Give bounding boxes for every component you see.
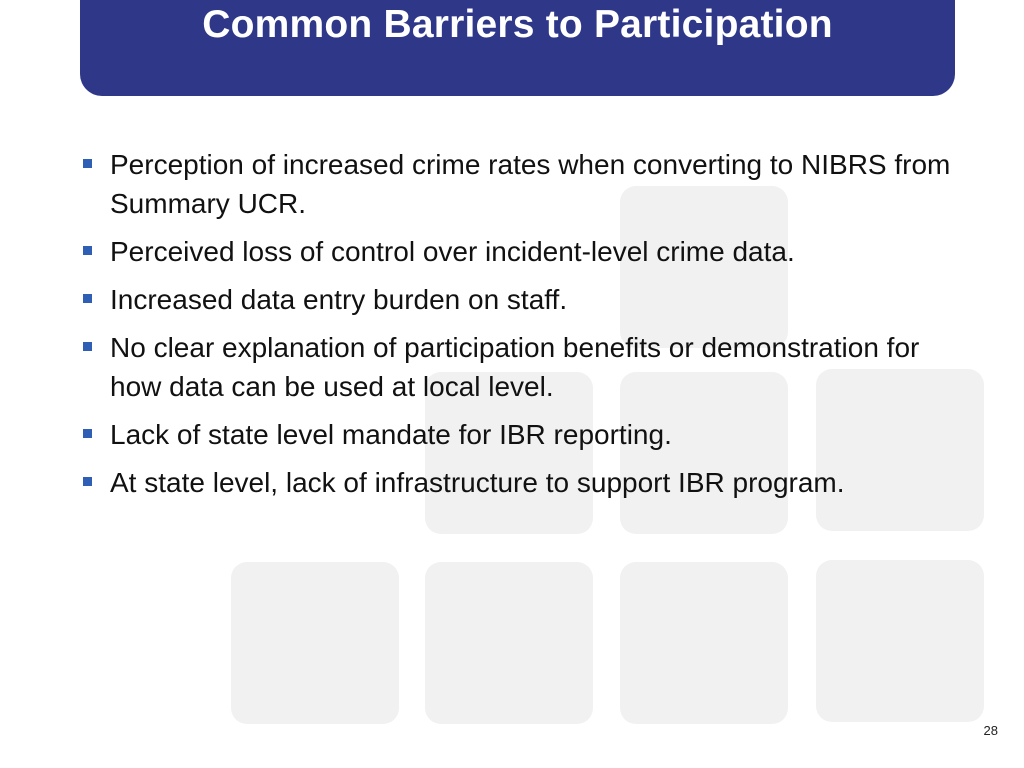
square-bullet-icon — [83, 294, 92, 303]
bullet-text: Perception of increased crime rates when converting to NIBRS from Summary UCR. — [110, 149, 951, 219]
background-tile — [231, 562, 399, 724]
bullet-text: No clear explanation of participation benefits or demonstration for how data can be used at local level. — [110, 332, 920, 402]
bullet-item — [80, 145, 960, 223]
background-tile — [816, 560, 984, 722]
bullet-item — [80, 415, 960, 454]
bullet-item — [80, 232, 960, 271]
bullet-item — [80, 280, 960, 319]
title-banner — [80, 0, 955, 96]
square-bullet-icon — [83, 477, 92, 486]
square-bullet-icon — [83, 342, 92, 351]
page-number: 28 — [983, 723, 998, 738]
bullet-item — [80, 463, 960, 502]
background-tile — [620, 562, 788, 724]
bullet-list — [80, 145, 960, 511]
background-tile — [425, 562, 593, 724]
bullet-text: At state level, lack of infrastructure to support IBR program. — [110, 467, 845, 498]
bullet-item — [80, 328, 960, 406]
bullet-text: Lack of state level mandate for IBR reporting. — [110, 419, 672, 450]
bullet-text: Perceived loss of control over incident-level crime data. — [110, 236, 795, 267]
square-bullet-icon — [83, 429, 92, 438]
square-bullet-icon — [83, 159, 92, 168]
slide-title: Common Barriers to Participation — [202, 3, 833, 46]
bullet-text: Increased data entry burden on staff. — [110, 284, 568, 315]
square-bullet-icon — [83, 246, 92, 255]
